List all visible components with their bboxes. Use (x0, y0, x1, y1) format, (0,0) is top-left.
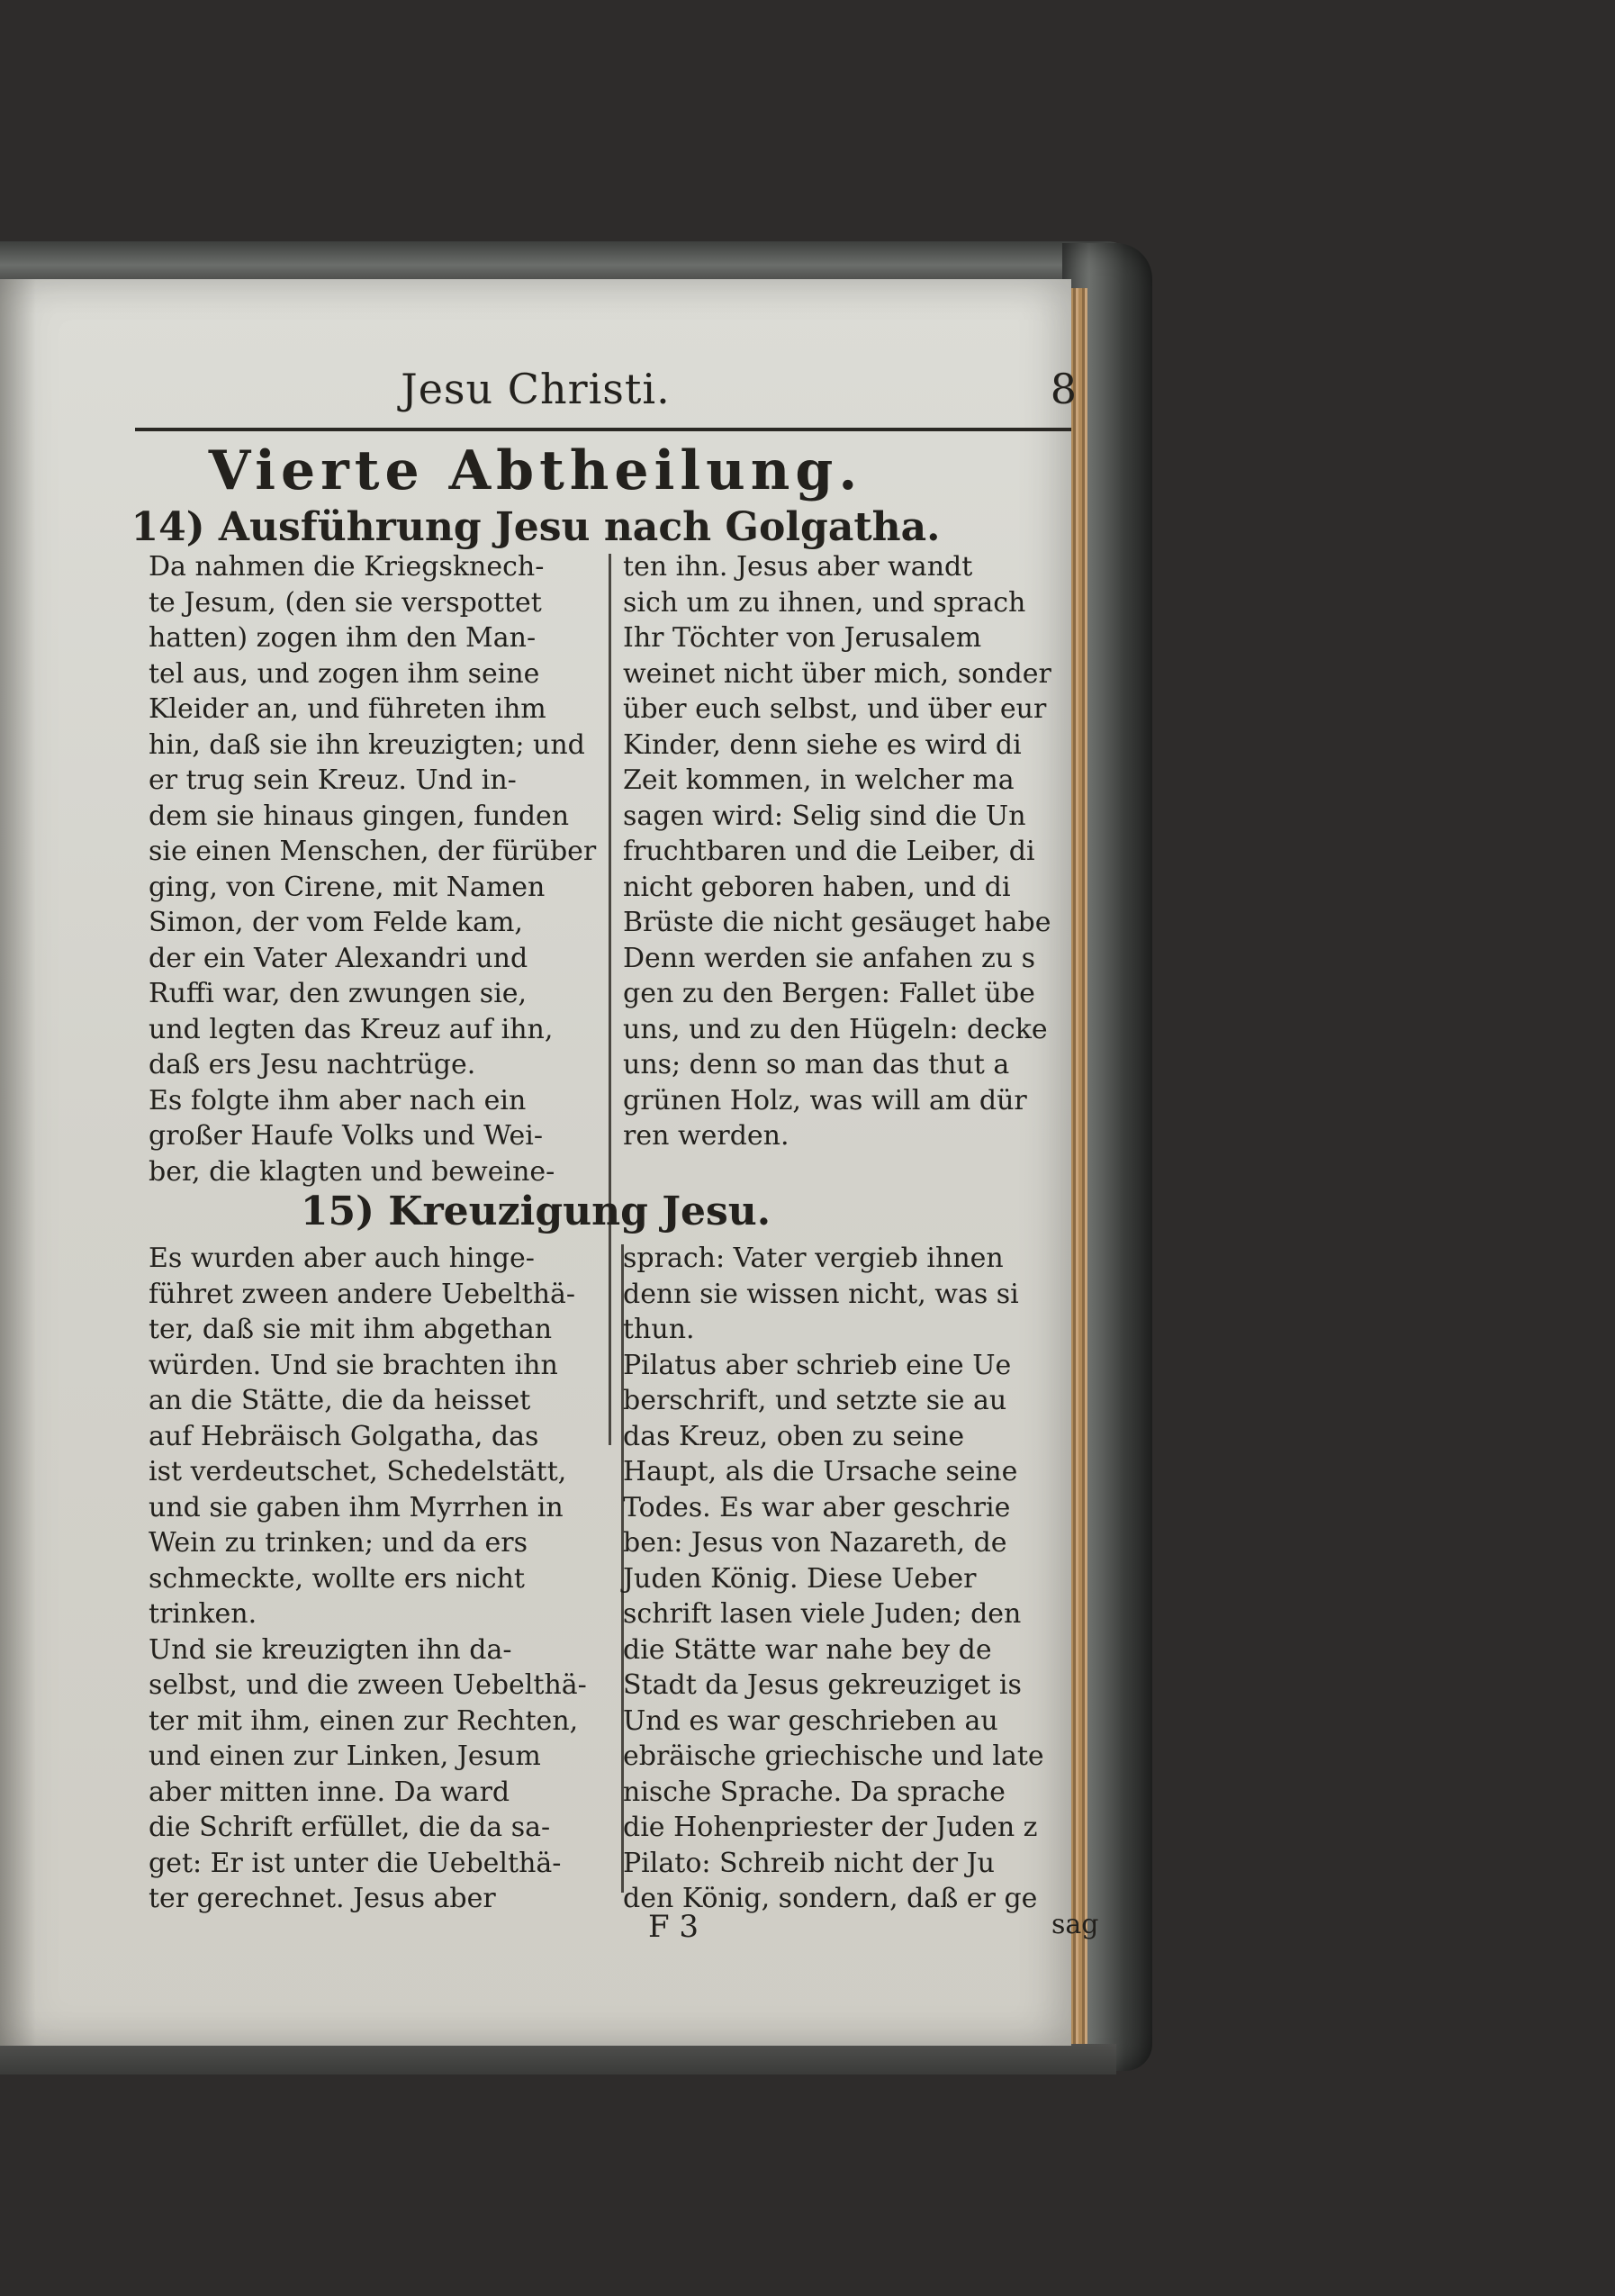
text-line: sprach: Vater vergieb ihnen (623, 1243, 1004, 1274)
text-line: ter mit ihm, einen zur Rechten, (149, 1704, 579, 1737)
text-line: ter gerechnet. Jesus aber (149, 1883, 496, 1914)
text-line: ging, von Cirene, mit Namen (149, 871, 546, 903)
text-line: trinken. (149, 1598, 257, 1630)
text-line: sich um zu ihnen, und sprach (623, 586, 1026, 619)
text-line: Wein zu trinken; und da ers (149, 1527, 528, 1559)
section-15-right-column (623, 1241, 1082, 1917)
text-line: aber mitten inne. Da ward (149, 1776, 510, 1808)
text-line: Zeit kommen, in welcher ma (623, 764, 1015, 796)
text-line: Haupt, als die Ursache seine (623, 1456, 1018, 1487)
text-line: die Stätte war nahe bey de (623, 1633, 992, 1666)
text-line: selbst, und die zween Uebelthä- (149, 1669, 587, 1701)
text-line: den König, sondern, daß er ge (623, 1883, 1038, 1914)
text-line: te Jesum, (den sie verspottet (149, 586, 542, 619)
text-line: Todes. Es war aber geschrie (623, 1491, 1011, 1523)
text-line: auf Hebräisch Golgatha, das (149, 1420, 539, 1452)
text-line: weinet nicht über mich, sonder (623, 657, 1051, 690)
text-line: nicht geboren haben, und di (623, 871, 1011, 903)
text-line: Pilato: Schreib nicht der Ju (623, 1847, 995, 1879)
text-line: sagen wird: Selig sind die Un (623, 800, 1026, 832)
text-line: die Hohenpriester der Juden z (623, 1812, 1038, 1843)
text-line: die Schrift erfüllet, die da sa- (149, 1812, 551, 1843)
header-rule (135, 428, 1071, 431)
text-line: daß ers Jesu nachtrüge. (149, 1049, 476, 1080)
text-line: fruchtbaren und die Leiber, di (623, 836, 1035, 867)
text-line: er trug sein Kreuz. Und in- (149, 764, 517, 796)
text-line: führet zween andere Uebelthä- (149, 1278, 576, 1310)
text-line: thun. (623, 1314, 695, 1345)
text-line: ebräische griechische und late (623, 1740, 1044, 1772)
text-line: dem sie hinaus gingen, funden (149, 800, 570, 832)
text-line: Ruffi war, den zwungen sie, (149, 978, 528, 1009)
text-line: Da nahmen die Kriegsknech- (149, 551, 545, 583)
page-number: 8 (1050, 365, 1077, 413)
running-title: Jesu Christi. (401, 365, 671, 413)
text-line: Simon, der vom Felde kam, (149, 907, 523, 938)
catchword: sag (1051, 1909, 1099, 1940)
book-cover-top-edge (0, 241, 1134, 281)
text-line: Juden König. Diese Ueber (623, 1562, 977, 1595)
book-page (0, 279, 1099, 2046)
text-line: Und sie kreuzigten ihn da- (149, 1633, 512, 1666)
text-line: Und es war geschrieben au (623, 1704, 998, 1737)
text-line: ten ihn. Jesus aber wandt (623, 551, 973, 583)
text-line: Es folgte ihm aber nach ein (149, 1084, 527, 1116)
text-line: ist verdeutschet, Schedelstätt, (149, 1456, 567, 1487)
text-line: hin, daß sie ihn kreuzigten; und (149, 728, 585, 761)
text-line: ben: Jesus von Nazareth, de (623, 1527, 1007, 1559)
text-line: Kleider an, und führeten ihm (149, 693, 546, 725)
text-line: sie einen Menschen, der fürüber (149, 836, 597, 867)
text-line: uns, und zu den Hügeln: decke (623, 1013, 1048, 1045)
text-line: ren werden. (623, 1120, 789, 1152)
section-15-left-column (149, 1241, 606, 1917)
text-line: Pilatus aber schrieb eine Ue (623, 1349, 1012, 1381)
text-line: gen zu den Bergen: Fallet übe (623, 978, 1035, 1009)
text-line: schrift lasen viele Juden; den (623, 1598, 1022, 1630)
text-line: das Kreuz, oben zu seine (623, 1420, 965, 1452)
text-line: der ein Vater Alexandri und (149, 942, 528, 974)
running-head (0, 365, 1077, 419)
text-line: grünen Holz, was will am dür (623, 1084, 1027, 1116)
text-line: ter, daß sie mit ihm abgethan (149, 1314, 553, 1345)
text-line: Kinder, denn siehe es wird di (623, 728, 1022, 761)
text-line: Denn werden sie anfahen zu s (623, 942, 1036, 974)
text-line: Es wurden aber auch hinge- (149, 1243, 535, 1274)
text-line: berschrift, und setzte sie au (623, 1385, 1007, 1416)
text-line: an die Stätte, die da heisset (149, 1385, 531, 1416)
text-line: Brüste die nicht gesäuget habe (623, 907, 1051, 938)
text-line: schmeckte, wollte ers nicht (149, 1562, 525, 1595)
text-line: tel aus, und zogen ihm seine (149, 657, 540, 690)
text-line: denn sie wissen nicht, was si (623, 1278, 1019, 1310)
text-line: Stadt da Jesus gekreuziget is (623, 1669, 1022, 1701)
text-line: großer Haufe Volks und Wei- (149, 1120, 543, 1152)
section-title: Vierte Abtheilung. (208, 439, 863, 502)
text-line: uns; denn so man das thut a (623, 1049, 1010, 1080)
text-line: hatten) zogen ihm den Man- (149, 622, 537, 654)
text-line: würden. Und sie brachten ihn (149, 1349, 558, 1381)
signature-mark: F 3 (648, 1909, 699, 1945)
text-line: ber, die klagten und beweine- (149, 1155, 555, 1188)
text-line: Ihr Töchter von Jerusalem (623, 622, 982, 654)
column-rule (609, 554, 611, 1445)
heading-section-14: 14) Ausführung Jesu nach Golgatha. (131, 504, 941, 550)
text-line: nische Sprache. Da sprache (623, 1776, 1006, 1808)
text-line: über euch selbst, und über eur (623, 693, 1047, 725)
text-line: und einen zur Linken, Jesum (149, 1740, 541, 1772)
text-line: get: Er ist unter die Uebelthä- (149, 1847, 562, 1879)
heading-section-15: 15) Kreuzigung Jesu. (300, 1189, 771, 1234)
section-14-left-column (149, 549, 606, 1189)
text-line: und sie gaben ihm Myrrhen in (149, 1491, 564, 1523)
book-cover-bottom-edge (0, 2044, 1116, 2075)
text-line: und legten das Kreuz auf ihn, (149, 1013, 554, 1045)
section-14-right-column (623, 549, 1082, 1154)
